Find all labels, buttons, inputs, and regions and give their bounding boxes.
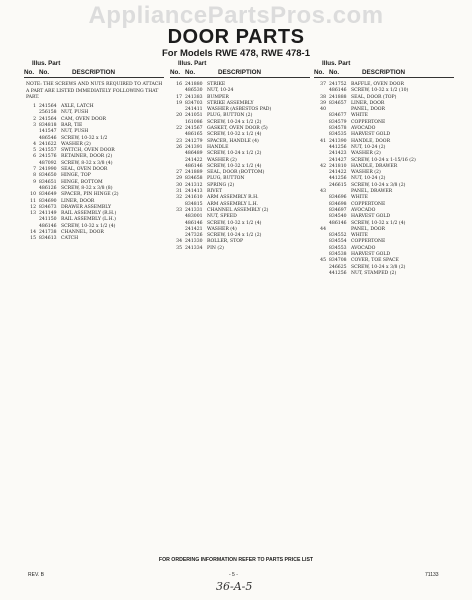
part-number-cell: 486546 <box>39 135 57 141</box>
description-cell: SCREW, 10-32 x 1/2 (4) <box>207 163 262 169</box>
description-cell: HARVEST GOLD <box>351 132 391 138</box>
illus-no-cell: 19 <box>176 100 182 106</box>
description-cell: HINGE, BOTTOM <box>61 179 103 185</box>
illus-no-cell: 22 <box>176 126 182 132</box>
illus-no-cell: 32 <box>176 195 182 201</box>
part-number-cell: 834554 <box>329 239 347 245</box>
description-cell: LINER, DOOR <box>61 198 95 204</box>
part-number-cell: 483001 <box>185 214 203 220</box>
table-row <box>314 271 454 277</box>
description-cell: PIN (2) <box>207 245 224 251</box>
description-cell: SCREW, 8-32 x 3/8 (8) <box>61 185 113 191</box>
part-number-cell: 241564 <box>39 116 57 122</box>
description-cell: WHITE <box>351 195 368 201</box>
part-number-cell: 241564 <box>39 104 57 110</box>
part-number-cell: 834677 <box>329 113 347 119</box>
description-cell: PLUG, BUTTON (2) <box>207 113 253 119</box>
description-cell: HANDLE, DRAWER <box>351 163 398 169</box>
part-number-cell: 834553 <box>329 245 347 251</box>
description-cell: WASHER (2) <box>351 170 381 176</box>
part-number-cell: 441256 <box>329 144 347 150</box>
handwritten-note: 36-A-5 <box>216 580 253 593</box>
description-cell: WASHER (2) <box>351 151 381 157</box>
part-number-cell: 834657 <box>329 100 347 106</box>
header-illus-part: Illus. Part <box>178 60 207 67</box>
illus-no-cell: 23 <box>176 138 182 144</box>
part-number-cell: 834673 <box>39 204 57 210</box>
description-cell: WASHER (ASBESTOS PAD) <box>207 107 272 113</box>
part-number-cell: 241312 <box>185 182 203 188</box>
parts-column-1 <box>24 60 164 243</box>
description-cell: PANEL, DRAWER <box>351 189 393 195</box>
part-number-cell: 241888 <box>329 94 347 100</box>
part-number-cell: 241150 <box>39 217 57 223</box>
part-number-cell: 241423 <box>329 151 347 157</box>
description-cell: STRIKE ASSEMBLY <box>207 100 254 106</box>
watermark-text: AppliancePartsPros.com <box>88 2 384 29</box>
description-cell: SCREW, 10-24 x 1-15/16 (2) <box>351 157 416 163</box>
description-cell: SCREW, 10-24 x 3/8 (2) <box>351 182 406 188</box>
illus-no-cell: 43 <box>320 189 326 195</box>
part-number-cell: 241391 <box>185 144 203 150</box>
column-header <box>314 60 454 82</box>
part-number-cell: 241427 <box>329 157 347 163</box>
part-number-cell: 834613 <box>39 236 57 242</box>
part-number-cell: 834535 <box>329 132 347 138</box>
illus-no-cell: 37 <box>320 82 326 87</box>
illus-no-cell: 44 <box>320 226 326 232</box>
description-cell: SCREW, 10-32 x 1/2 (4) <box>207 132 262 138</box>
part-number-cell: 834697 <box>329 207 347 213</box>
part-number-cell: 834690 <box>39 198 57 204</box>
description-cell: ROLLER, STOP <box>207 239 244 245</box>
part-number-cell: 834815 <box>185 201 203 207</box>
illus-no-cell: 13 <box>30 211 36 217</box>
description-cell: BAR, TIE <box>61 123 83 128</box>
part-number-cell: 834649 <box>39 192 57 198</box>
description-cell: COVER, TOE SPACE <box>351 258 399 264</box>
description-cell: WHITE <box>351 233 368 239</box>
illus-no-cell: 1 <box>33 104 36 110</box>
part-number-cell: 241422 <box>329 170 347 176</box>
part-number-cell: 486489 <box>185 151 203 157</box>
part-number-cell: 834658 <box>185 176 203 182</box>
illus-no-cell: 16 <box>176 82 182 87</box>
header-rule <box>170 77 310 78</box>
description-cell: SCREW, 10-24 x 1/2 (2) <box>207 151 262 157</box>
description-cell: AVOCADO <box>351 245 376 251</box>
illus-no-cell: 41 <box>320 138 326 144</box>
part-number-cell: 486146 <box>39 223 57 229</box>
part-number-cell: 834708 <box>329 258 347 264</box>
illus-no-cell: 3 <box>33 123 36 128</box>
description-cell: RIVET <box>207 189 223 195</box>
part-number-cell: 141547 <box>39 129 57 135</box>
document-code: 71133 <box>425 572 439 578</box>
description-cell: CHANNEL ASSEMBLY (2) <box>207 207 269 213</box>
part-number-cell: 241610 <box>185 195 203 201</box>
parts-list <box>314 82 454 277</box>
description-cell: BAFFLE, OVEN DOOR <box>351 82 404 87</box>
description-cell: SCREW, 10-32 x 1/2 <box>61 135 108 141</box>
illus-no-cell: 14 <box>30 230 36 236</box>
illus-no-cell: 15 <box>30 236 36 242</box>
illus-no-cell: 2 <box>33 116 36 122</box>
description-cell: PANEL, DOOR <box>351 226 386 232</box>
description-cell: RETAINER, DOOR (2) <box>61 154 113 160</box>
part-number-cell: 834703 <box>185 100 203 106</box>
description-cell: HANDLE, DOOR <box>351 138 391 144</box>
illus-no-cell: 42 <box>320 163 326 169</box>
description-cell: ARM ASSEMBLY R.H. <box>207 195 259 201</box>
note-text: NOTE: THE SCREWS AND NUTS REQUIRED TO ATTACH A PART ARE LISTED IMMEDIATELY FOLLOWING THAT PART. <box>26 82 163 101</box>
revision-label: REV. B <box>28 572 44 578</box>
description-cell: SCREW, 10-24 x 3/8 (2) <box>351 264 406 270</box>
illus-no-cell: 40 <box>320 107 326 113</box>
parts-list <box>170 82 310 252</box>
description-cell: WASHER (4) <box>207 226 237 232</box>
part-number-cell: 241567 <box>185 126 203 132</box>
part-number-cell: 486530 <box>185 88 203 94</box>
description-cell: AVOCADO <box>351 207 376 213</box>
illus-no-cell: 20 <box>176 113 182 119</box>
part-number-cell: 441256 <box>329 176 347 182</box>
illus-no-cell: 4 <box>33 141 36 147</box>
description-cell: COPPERTONE <box>351 119 386 125</box>
description-cell: CAM, OVEN DOOR <box>61 116 106 122</box>
part-number-cell: 241330 <box>185 239 203 245</box>
description-cell: RAIL ASSEMBLY (L.H.) <box>61 217 116 223</box>
part-number-cell: 486146 <box>329 220 347 226</box>
part-number-cell: 241421 <box>185 226 203 232</box>
illus-no-cell: 39 <box>320 100 326 106</box>
header-part-no: No. <box>185 69 196 76</box>
part-number-cell: 241383 <box>185 94 203 100</box>
description-cell: AXLE, LATCH <box>61 104 94 110</box>
description-cell: DRAWER ASSEMBLY <box>61 204 112 210</box>
part-number-cell: 834540 <box>329 214 347 220</box>
description-cell: ARM ASSEMBLY L.H. <box>207 201 259 207</box>
header-description: DESCRIPTION <box>218 69 262 76</box>
part-number-cell: 834650 <box>39 173 57 179</box>
illus-no-cell: 6 <box>33 154 36 160</box>
part-number-cell: 486126 <box>39 185 57 191</box>
description-cell: HINGE, TOP <box>61 173 91 179</box>
part-number-cell: 834651 <box>39 179 57 185</box>
description-cell: SCREW, 10-32 x 1/2 (4) <box>207 220 262 226</box>
description-cell: RAIL ASSEMBLY (R.H.) <box>61 211 117 217</box>
page-number: - 5 - <box>229 572 238 578</box>
part-number-cell: 246625 <box>329 264 347 270</box>
page-subtitle: For Models RWE 478, RWE 478-1 <box>162 48 310 59</box>
description-cell: HARVEST GOLD <box>351 252 391 258</box>
part-number-cell: 241889 <box>185 170 203 176</box>
description-cell: SCREW, 10-32 x 1/2 (4) <box>61 223 116 229</box>
part-number-cell: 246615 <box>329 182 347 188</box>
column-header <box>24 60 164 82</box>
part-number-cell: 486146 <box>185 220 203 226</box>
part-number-cell: 241411 <box>185 107 203 113</box>
header-part-no: No. <box>39 69 50 76</box>
description-cell: SEAL, DOOR (TOP) <box>351 94 397 100</box>
description-cell: CHANNEL, DOOR <box>61 230 104 236</box>
part-number-cell: 834578 <box>329 126 347 132</box>
header-no: No. <box>314 69 325 76</box>
part-number-cell: 241622 <box>39 141 57 147</box>
part-number-cell: 487092 <box>39 160 57 166</box>
part-number-cell: 834552 <box>329 233 347 239</box>
description-cell: GASKET, OVEN DOOR (5) <box>207 126 268 132</box>
description-cell: NUT, PUSH <box>61 129 89 135</box>
illus-no-cell: 12 <box>30 204 36 210</box>
illus-no-cell <box>314 271 329 277</box>
part-number-cell: 241331 <box>185 207 203 213</box>
illus-no-cell: 45 <box>320 258 326 264</box>
header-illus-part: Illus. Part <box>32 60 61 67</box>
part-number-cell: 441256 <box>329 270 347 276</box>
illus-no-cell: 7 <box>33 167 36 173</box>
part-number-cell: 241279 <box>185 138 203 144</box>
part-number-cell: 241413 <box>185 189 203 195</box>
description-cell: SWITCH, OVEN DOOR <box>61 148 115 154</box>
description-cell: SPACER, HANDLE (4) <box>207 138 259 144</box>
part-number-cell: 241422 <box>185 157 203 163</box>
description-cell: SEAL, DOOR (BOTTOM) <box>207 170 265 176</box>
part-number-cell: 241334 <box>185 245 203 251</box>
description-cell: SEAL, OVEN DOOR <box>61 167 108 173</box>
description-cell: COPPERTONE <box>351 201 386 207</box>
ordering-footer: FOR ORDERING INFORMATION REFER TO PARTS PRICE LIST <box>158 557 314 563</box>
header-illus-part: Illus. Part <box>322 60 351 67</box>
illus-no-cell: 30 <box>176 182 182 188</box>
header-no: No. <box>24 69 35 76</box>
description-cell: COPPERTONE <box>351 239 386 245</box>
illus-no-cell: 29 <box>176 176 182 182</box>
description-cell: SPRING (2) <box>207 182 235 188</box>
description-cell: PLUG, BUTTON <box>207 176 245 182</box>
illus-no-cell: 38 <box>320 94 326 100</box>
description-cell: CATCH <box>61 236 79 242</box>
description-cell: NUT, 10-24 <box>207 88 234 94</box>
part-number-cell: 241149 <box>39 211 57 217</box>
description-cell: WASHER (2) <box>207 157 237 163</box>
illus-no-cell: 17 <box>176 94 182 100</box>
description-cell: BUMPER <box>207 94 229 100</box>
illus-no-cell: 31 <box>176 189 182 195</box>
parts-column-3 <box>314 60 454 277</box>
illus-no-cell: 35 <box>176 245 182 251</box>
description-cell: SCREW, 10-32 x 1/2 (4) <box>351 220 406 226</box>
column-header <box>170 60 310 82</box>
description-cell: NUT, PUSH <box>61 110 89 116</box>
illus-no-cell: 9 <box>33 179 36 185</box>
parts-list <box>24 104 164 243</box>
part-number-cell: 241738 <box>39 230 57 236</box>
description-cell: SCREW, 10-24 x 1/2 (2) <box>207 233 262 239</box>
table-row <box>170 246 310 252</box>
part-number-cell: 486146 <box>329 88 347 94</box>
part-number-cell: 834698 <box>329 201 347 207</box>
part-number-cell: 256158 <box>39 110 57 116</box>
illus-no-cell: 8 <box>33 173 36 179</box>
description-cell: STRIKE <box>207 82 226 87</box>
description-cell: PANEL, DOOR <box>351 107 386 113</box>
part-number-cell: 834579 <box>329 119 347 125</box>
header-description: DESCRIPTION <box>362 69 406 76</box>
description-cell: SCREW, 10-32 x 1/2 (10) <box>351 88 409 94</box>
illus-no-cell: 34 <box>176 239 182 245</box>
part-number-cell: 247326 <box>185 233 203 239</box>
part-number-cell: 241557 <box>39 148 57 154</box>
part-number-cell: 241051 <box>185 113 203 119</box>
header-description: DESCRIPTION <box>72 69 116 76</box>
description-cell: WHITE <box>351 113 368 119</box>
description-cell: SCREW, 10-24 x 1/2 (2) <box>207 119 262 125</box>
description-cell: NUT, 10-24 (2) <box>351 144 386 150</box>
description-cell: LINER, DOOR <box>351 100 385 106</box>
part-number-cell: 834818 <box>39 123 57 128</box>
part-number-cell: 486165 <box>185 132 203 138</box>
part-number-cell: 161086 <box>185 119 203 125</box>
part-number-cell: 834538 <box>329 252 347 258</box>
description-cell: WASHER (2) <box>61 141 91 147</box>
part-number-cell: 834696 <box>329 195 347 201</box>
description-cell: AVOCADO <box>351 126 376 132</box>
description-cell: NUT, STAMPED (2) <box>351 270 397 276</box>
illus-no-cell: 27 <box>176 170 182 176</box>
illus-no-cell: 33 <box>176 207 182 213</box>
part-number-cell: 241390 <box>329 138 347 144</box>
part-number-cell: 241880 <box>185 82 203 87</box>
part-number-cell: 241810 <box>329 163 347 169</box>
description-cell: NUT, 10-24 (2) <box>351 176 386 182</box>
description-cell: NUT, SPEED <box>207 214 237 220</box>
description-cell: SPACER, PIN HINGE (2) <box>61 192 119 198</box>
header-no: No. <box>170 69 181 76</box>
part-number-cell: 241752 <box>329 82 347 87</box>
description-cell: HANDLE <box>207 144 229 150</box>
parts-column-2 <box>170 60 310 252</box>
header-part-no: No. <box>329 69 340 76</box>
illus-no-cell: 10 <box>30 192 36 198</box>
header-rule <box>314 77 454 78</box>
illus-no-cell: 26 <box>176 144 182 150</box>
illus-no-cell: 5 <box>33 148 36 154</box>
part-number-cell: 486146 <box>185 163 203 169</box>
description-cell: SCREW, 8-32 x 3/8 (4) <box>61 160 113 166</box>
table-row <box>24 236 164 242</box>
description-cell: HARVEST GOLD <box>351 214 391 220</box>
part-number-cell: 241576 <box>39 154 57 160</box>
part-number-cell: 241990 <box>39 167 57 173</box>
page-title: DOOR PARTS <box>167 26 305 48</box>
header-rule <box>24 77 164 78</box>
illus-no-cell: 11 <box>30 198 36 204</box>
